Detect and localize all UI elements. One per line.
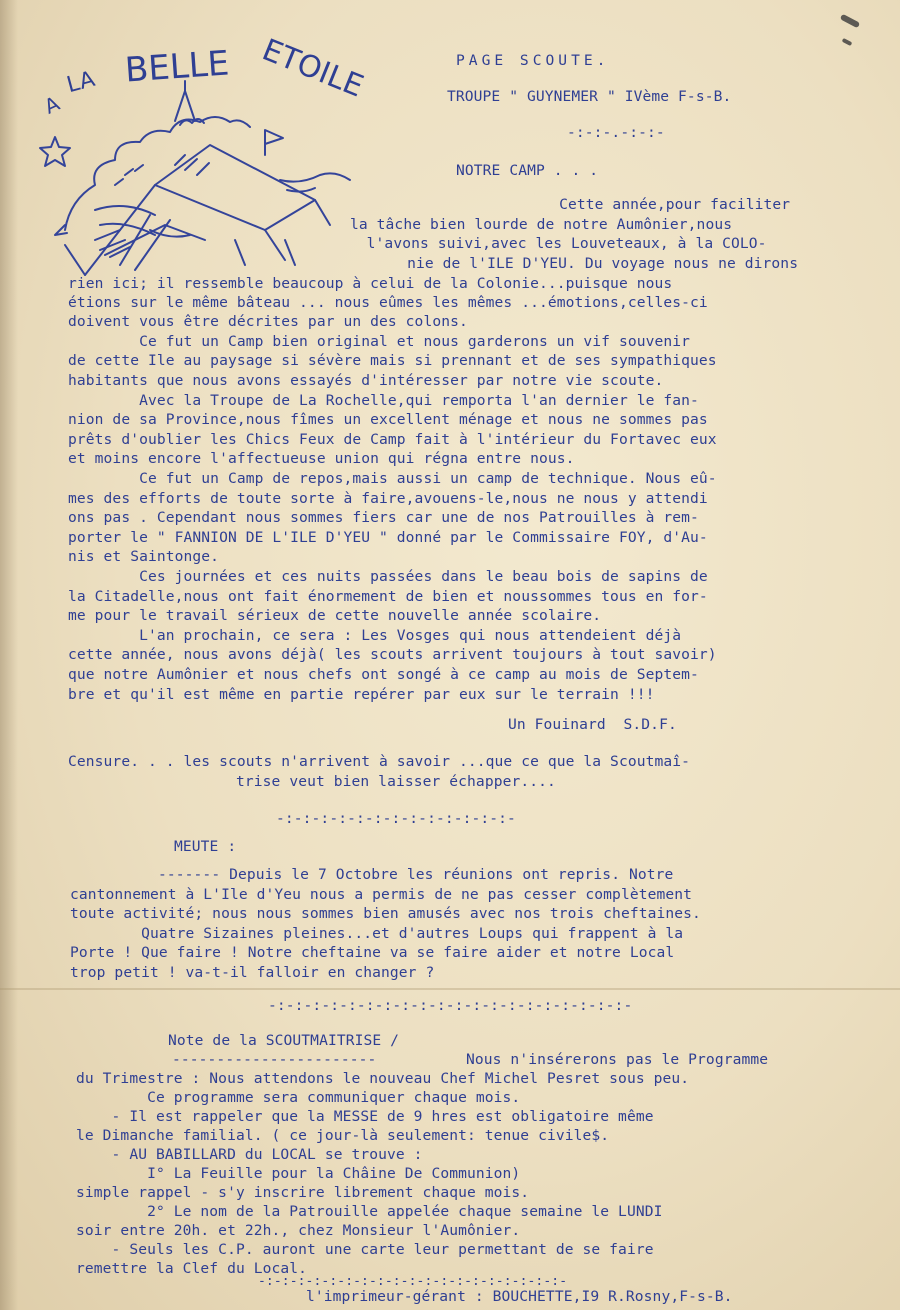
text-line: doivent vous être décrites par un des colons.: [68, 313, 468, 330]
text-line: Ce fut un Camp de repos,mais aussi un camp de technique. Nous eû-: [68, 470, 717, 487]
text-line: - Seuls les C.P. auront une carte leur permettant de se faire: [76, 1241, 654, 1258]
text-line: de cette Ile au paysage si sévère mais si prennant et de ses sympathiques: [68, 352, 717, 369]
logo-word: LA: [64, 66, 98, 99]
text-line: nion de sa Province,nous fîmes un excellent ménage et nous ne sommes pas: [68, 411, 708, 428]
logo-word: BELLE: [123, 43, 231, 91]
text-line: étions sur le même bâteau ... nous eûmes les mêmes ...émotions,celles-ci: [68, 294, 708, 311]
text-line: Ces journées et ces nuits passées dans le beau bois de sapins de: [68, 568, 708, 585]
text-line: la tâche bien lourde de notre Aumônier,nous: [350, 216, 733, 233]
text-line: l'avons suivi,avec les Louveteaux, à la COLO-: [340, 235, 767, 252]
logo-word: A: [40, 91, 64, 119]
text-line: cantonnement à L'Ile d'Yeu nous a permis de ne pas cesser complètement: [70, 886, 693, 903]
ink-smudge: [842, 38, 853, 46]
censure-line: trise veut bien laisser échapper....: [236, 773, 556, 790]
text-line: ------- Depuis le 7 Octobre les réunions ont repris. Notre: [158, 866, 674, 883]
text-line: le Dimanche familial. ( ce jour-là seulement: tenue civile$.: [76, 1127, 610, 1144]
text-line: me pour le travail sérieux de cette nouvelle année scolaire.: [68, 607, 602, 624]
text-line: Quatre Sizaines pleines...et d'autres Loups qui frappent à la: [70, 925, 684, 942]
page-edge-shadow: [0, 0, 18, 1310]
text-line: que notre Aumônier et nous chefs ont songé à ce camp au mois de Septem-: [68, 666, 699, 683]
text-line: prêts d'oublier les Chics Feux de Camp fait à l'intérieur du Fortavec eux: [68, 431, 717, 448]
text-line: Porte ! Que faire ! Notre cheftaine va se faire aider et notre Local: [70, 944, 675, 961]
text-line: Ce fut un Camp bien original et nous garderons un vif souvenir: [68, 333, 691, 350]
troupe-line: TROUPE " GUYNEMER " IVème F-s-B.: [447, 88, 732, 105]
text-line: L'an prochain, ce sera : Les Vosges qui nous attendeient déjà: [68, 627, 682, 644]
text-line: ons pas . Cependant nous sommes fiers car une de nos Patrouilles à rem-: [68, 509, 699, 526]
text-line: du Trimestre : Nous attendons le nouveau Chef Michel Pesret sous peu.: [76, 1070, 690, 1087]
text-line: nis et Saintonge.: [68, 548, 220, 565]
page-title: PAGE SCOUTE.: [456, 52, 610, 69]
text-line: soir entre 20h. et 22h., chez Monsieur l'Aumônier.: [76, 1222, 521, 1239]
text-line: nie de l'ILE D'YEU. Du voyage nous ne dirons: [336, 255, 799, 272]
text-line: - Il est rappeler que la MESSE de 9 hres est obligatoire même: [76, 1108, 654, 1125]
text-line: porter le " FANNION DE L'ILE D'YEU " donné par le Commissaire FOY, d'Au-: [68, 529, 708, 546]
ink-smudge: [840, 14, 860, 29]
text-line: - AU BABILLARD du LOCAL se trouve :: [76, 1146, 423, 1163]
censure-line: Censure. . . les scouts n'arrivent à savoir ...que ce que la Scoutmaî-: [68, 753, 691, 770]
section-heading: Note de la SCOUTMAITRISE /: [168, 1032, 400, 1049]
separator: -:-:-:-:-:-:-:-:-:-:-:-:-:-: [276, 810, 516, 827]
text-line: I° La Feuille pour la Châine De Communion): [76, 1165, 521, 1182]
text-line: 2° Le nom de la Patrouille appelée chaque semaine le LUNDI: [76, 1203, 663, 1220]
text-line: trop petit ! va-t-il falloir en changer ?: [70, 964, 435, 981]
text-line: la Citadelle,nous ont fait énormement de bien et noussommes tous en for-: [68, 588, 708, 605]
star-icon: [40, 137, 70, 166]
text-line: habitants que nous avons essayés d'intéresser par notre vie scoute.: [68, 372, 664, 389]
text-line: toute activité; nous nous sommes bien amusés avec nos trois cheftaines.: [70, 905, 701, 922]
text-line: Cette année,pour faciliter: [488, 196, 791, 213]
printer-footer: l'imprimeur-gérant : BOUCHETTE,I9 R.Rosny,F-s-B.: [306, 1288, 733, 1305]
section-heading: MEUTE :: [174, 838, 237, 855]
text-line: Ce programme sera communiquer chaque mois.: [76, 1089, 521, 1106]
text-line: simple rappel - s'y inscrire librement chaque mois.: [76, 1184, 530, 1201]
text-line: Avec la Troupe de La Rochelle,qui remporta l'an dernier le fan-: [68, 392, 699, 409]
text-line: Nous n'insérerons pas le Programme: [466, 1051, 769, 1068]
separator: -:-:-.-:-:-: [567, 124, 665, 141]
heading-underline: -----------------------: [172, 1051, 377, 1068]
signature: Un Fouinard S.D.F.: [508, 716, 677, 733]
text-line: rien ici; il ressemble beaucoup à celui de la Colonie...puisque nous: [68, 275, 673, 292]
separator: -:-:-:-:-:-:-:-:-:-:-:-:-:-:-:-:-:-:-:-: [258, 1274, 568, 1289]
text-line: bre et qu'il est même en partie repérer par eux sur le terrain !!!: [68, 686, 655, 703]
logo-word: ETOILE: [257, 32, 369, 105]
page-fold-line: [0, 988, 900, 990]
separator: -:-:-:-:-:-:-:-:-:-:-:-:-:-:-:-:-:-:-:-:-: [268, 997, 633, 1014]
text-line: remettre la Clef du Local.: [76, 1260, 308, 1277]
section-heading: NOTRE CAMP . . .: [456, 162, 599, 179]
text-line: et moins encore l'affectueuse union qui régna entre nous.: [68, 450, 575, 467]
text-line: cette année, nous avons déjà( les scouts arrivent toujours à tout savoir): [68, 646, 717, 663]
text-line: mes des efforts de toute sorte à faire,avouens-le,nous ne nous y attendi: [68, 490, 708, 507]
